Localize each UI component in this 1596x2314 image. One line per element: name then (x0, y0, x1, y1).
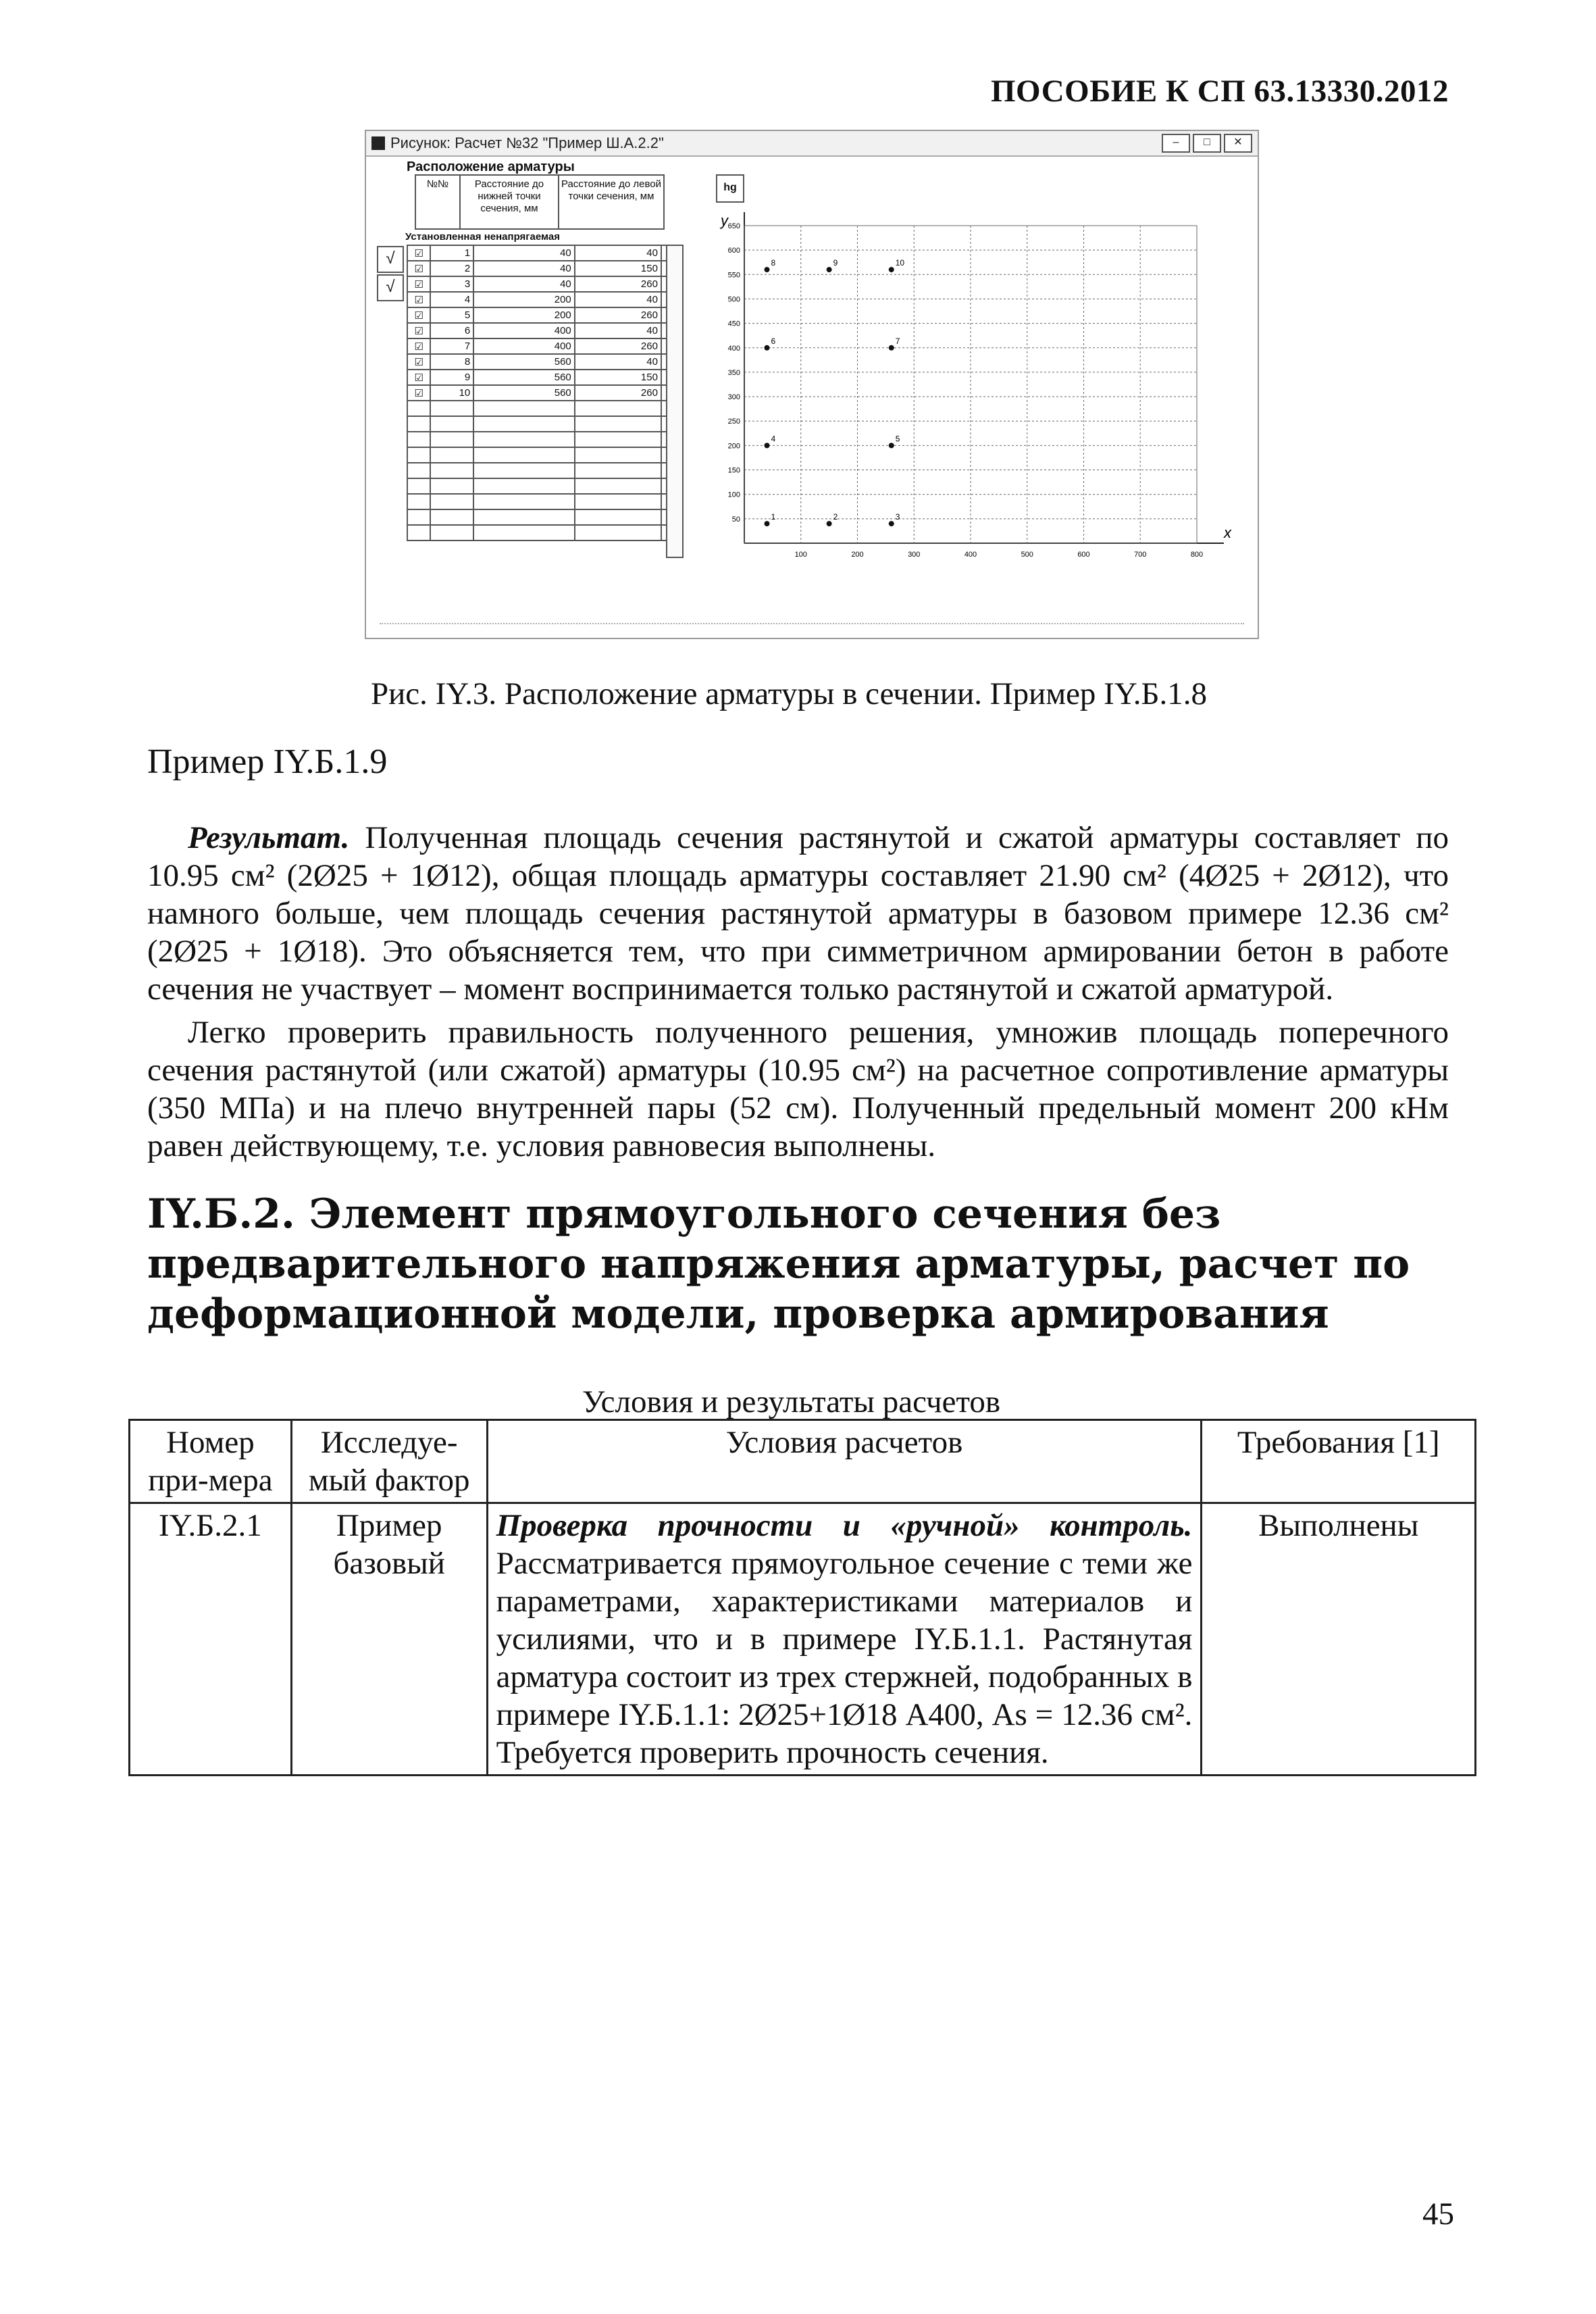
header-example-number: Номер при-мера (130, 1420, 292, 1503)
rebar-point (889, 443, 894, 448)
section-plot (704, 205, 1244, 584)
y-axis-label: y (721, 212, 728, 229)
y-tick-label: 300 (727, 393, 740, 402)
example-title: Пример IY.Б.1.9 (147, 743, 388, 781)
y-tick-label: 500 (727, 295, 740, 304)
y-tick-label: 250 (727, 418, 740, 426)
table-row-empty[interactable] (407, 432, 683, 447)
maximize-icon[interactable]: □ (1193, 134, 1221, 153)
table-row[interactable]: ☑ 2 40 150 (407, 261, 683, 276)
table-row-empty[interactable] (407, 478, 683, 494)
row-checkbox[interactable]: ☑ (407, 385, 430, 401)
table-row-empty[interactable] (407, 509, 683, 525)
page-number: 45 (1422, 2196, 1454, 2232)
y-tick-label: 200 (727, 442, 740, 451)
figure-caption: Рис. IY.3. Расположение арматуры в сечении. Пример IY.Б.1.8 (371, 676, 1207, 711)
y-tick-label: 400 (727, 344, 740, 353)
x-axis-label: x (1224, 524, 1231, 541)
software-screenshot-figure (365, 130, 1259, 639)
x-tick-label: 400 (964, 551, 977, 559)
table-row-empty[interactable] (407, 494, 683, 509)
rebar-point-label: 2 (833, 512, 838, 522)
table-row[interactable]: ☑ 4 200 40 (407, 292, 683, 307)
header-requirements: Требования [1] (1202, 1420, 1476, 1503)
header-conditions: Условия расчетов (487, 1420, 1202, 1503)
section-title: IY.Б.2. Элемент прямоугольного сечения без предварительного напряжения арматуры, расчет по деформационной модели, проверка армирования (147, 1190, 1410, 1338)
rebar-point (765, 345, 770, 351)
x-tick-label: 700 (1134, 551, 1147, 559)
rebar-point-label: 3 (895, 512, 900, 522)
table-row[interactable]: ☑ 8 560 40 (407, 354, 683, 370)
y-tick-label: 600 (727, 247, 740, 255)
row-checkbox[interactable]: ☑ (407, 323, 430, 338)
result-label: Результат. (188, 820, 350, 855)
row-checkbox[interactable]: ☑ (407, 261, 430, 276)
table-row[interactable]: ☑ 5 200 260 (407, 307, 683, 323)
table-scrollbar[interactable] (666, 245, 684, 558)
rebar-table (407, 245, 684, 541)
check-button-2[interactable]: √ (377, 274, 404, 301)
y-tick-label: 650 (727, 222, 740, 230)
rebar-point (827, 521, 832, 526)
y-tick-label: 550 (727, 271, 740, 280)
close-icon[interactable]: ✕ (1224, 134, 1252, 153)
table-row[interactable]: ☑ 1 40 40 (407, 245, 683, 261)
cell-factor: Пример базовый (291, 1503, 487, 1776)
table-row[interactable]: ☑ 6 400 40 (407, 323, 683, 338)
rebar-point (889, 267, 894, 272)
cell-conditions (487, 1503, 1202, 1776)
rebar-point-label: 9 (833, 258, 838, 268)
rebar-point-label: 10 (895, 258, 905, 268)
conditions-text: Рассматривается прямоугольное сечение с теми же параметрами, характеристиками материалов и усилиями, что и в примере IY.Б.1.1. Растянутая арматура состоит из трех стержней, подобранных в примере IY.Б.1.1: 2Ø25+1Ø18 А400, As = 12.36 см². Требуется проверить прочность сечения. (496, 1546, 1193, 1770)
col-header-number: №№ (416, 176, 461, 228)
window-bottom-border (380, 623, 1244, 627)
window-titlebar (366, 131, 1258, 157)
row-checkbox[interactable]: ☑ (407, 354, 430, 370)
col-header-bottom-distance: Расстояние до нижней точки сечения, мм (461, 176, 559, 228)
panel-title: Расположение арматуры (407, 159, 575, 174)
check-button-1[interactable]: √ (377, 246, 404, 273)
rebar-point-label: 6 (771, 336, 776, 346)
minimize-icon[interactable]: – (1162, 134, 1190, 153)
table-row-empty[interactable] (407, 463, 683, 478)
row-checkbox[interactable]: ☑ (407, 245, 430, 261)
running-header: ПОСОБИЕ К СП 63.13330.2012 (991, 74, 1449, 109)
app-icon (371, 136, 385, 150)
y-tick-label: 350 (727, 368, 740, 377)
conditions-table (128, 1419, 1476, 1776)
rebar-point-label: 7 (895, 336, 900, 346)
table-row[interactable]: ☑ 9 560 150 (407, 370, 683, 385)
rebar-point (765, 521, 770, 526)
rebar-point (765, 443, 770, 448)
row-checkbox[interactable]: ☑ (407, 307, 430, 323)
header-factor: Исследуе-мый фактор (291, 1420, 487, 1503)
y-tick-label: 100 (727, 491, 740, 499)
row-checkbox[interactable]: ☑ (407, 370, 430, 385)
row-checkbox[interactable]: ☑ (407, 338, 430, 354)
x-tick-label: 500 (1021, 551, 1033, 559)
table-caption: Установленная ненапрягаемая (405, 231, 561, 243)
table-header-row (130, 1420, 1476, 1503)
rebar-point (765, 267, 770, 272)
table-row (130, 1503, 1476, 1776)
rebar-point (889, 345, 894, 351)
table-row[interactable]: ☑ 10 560 260 (407, 385, 683, 401)
conditions-title: Проверка прочности и «ручной» контроль. (496, 1508, 1193, 1543)
hg-button[interactable]: hg (716, 174, 744, 203)
col-header-left-distance: Расстояние до левой точки сечения, мм (561, 178, 662, 202)
check-paragraph (147, 1013, 1449, 1165)
check-text: Легко проверить правильность полученного решения, умножив площадь поперечного сечения растянутой (или сжатой) арматуры (10.95 см²) на расчетное сопротивление арматуры (350 МПа) и на плечо внутренней пары (52 см). Полученный предельный момент 200 кНм равен действующему, т.е. условия равновесия выполнены. (147, 1015, 1449, 1163)
x-tick-label: 100 (794, 551, 807, 559)
rebar-point (889, 521, 894, 526)
x-tick-label: 600 (1077, 551, 1090, 559)
y-tick-label: 50 (731, 515, 740, 524)
table-row-empty[interactable] (407, 447, 683, 463)
rebar-point-label: 8 (771, 258, 776, 268)
result-text: Полученная площадь сечения растянутой и сжатой арматуры составляет по 10.95 см² (2Ø25 + 1Ø12), общая площадь арматуры составляет 21.90 см² (4Ø25 + 2Ø12), что намного больше, чем площадь сечения растянутой арматуры в базовом примере 12.36 см² (2Ø25 + 1Ø18). Это объясняется тем, что при симметричном армировании бетон в работе сечения не участвует – момент воспринимается только растянутой и сжатой арматурой. (147, 820, 1449, 1007)
table-row[interactable]: ☑ 3 40 260 (407, 276, 683, 292)
x-tick-label: 800 (1190, 551, 1204, 559)
y-tick-label: 150 (727, 466, 740, 475)
result-paragraph (147, 819, 1449, 1008)
table-caption: Условия и результаты расчетов (582, 1384, 1001, 1419)
x-tick-label: 300 (908, 551, 921, 559)
column-headers (415, 174, 665, 230)
row-checkbox[interactable]: ☑ (407, 276, 430, 292)
rebar-point-label: 1 (771, 512, 776, 522)
rebar-point-label: 4 (771, 434, 776, 444)
rebar-point (827, 267, 832, 272)
table-row-empty[interactable] (407, 401, 683, 416)
table-row-empty[interactable] (407, 416, 683, 432)
x-tick-label: 200 (851, 551, 864, 559)
table-row[interactable]: ☑ 7 400 260 (407, 338, 683, 354)
y-tick-label: 450 (727, 320, 740, 328)
cell-example-number: IY.Б.2.1 (130, 1503, 292, 1776)
cell-requirements: Выполнены (1202, 1503, 1476, 1776)
table-row-empty[interactable] (407, 525, 683, 540)
row-checkbox[interactable]: ☑ (407, 292, 430, 307)
window-title: Рисунок: Расчет №32 "Пример Ш.А.2.2" (390, 134, 664, 151)
rebar-point-label: 5 (895, 434, 900, 444)
